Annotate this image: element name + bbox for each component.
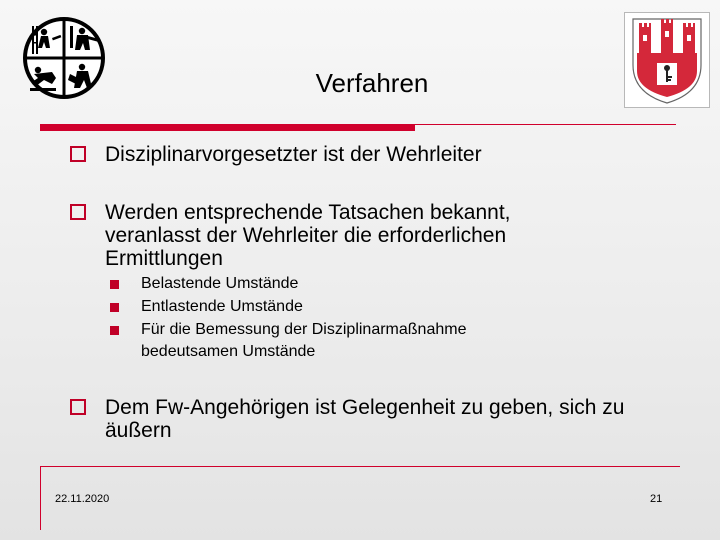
firefighter-emblem-icon bbox=[22, 12, 106, 104]
bullet-text: Dem Fw-Angehörigen ist Gelegenheit zu geben, sich zu äußern bbox=[105, 396, 625, 442]
sub-bullet-text: Für die Bemessung der Disziplinarmaßnahme bedeutsamen Umstände bbox=[141, 321, 467, 360]
footer-vertical-line bbox=[40, 466, 41, 530]
hollow-square-bullet-icon bbox=[70, 399, 86, 415]
footer-divider-line bbox=[40, 466, 680, 467]
hollow-square-bullet-icon bbox=[70, 146, 86, 162]
sub-bullet-text: Entlastende Umstände bbox=[141, 298, 303, 315]
sub-bullet-text: Belastende Umstände bbox=[141, 275, 299, 292]
slide-title: Verfahren bbox=[315, 68, 429, 98]
filled-square-bullet-icon bbox=[110, 303, 119, 312]
filled-square-bullet-icon bbox=[110, 280, 119, 289]
bullet-text: Disziplinarvorgesetzter ist der Wehrleiter bbox=[105, 143, 482, 166]
page-number: 21 bbox=[650, 493, 663, 505]
bullet-text: Werden entsprechende Tatsachen bekannt, veranlasst der Wehrleiter die erforderlichen Ermittlungen bbox=[105, 201, 511, 270]
footer-date: 22.11.2020 bbox=[55, 493, 110, 505]
filled-square-bullet-icon bbox=[110, 326, 119, 335]
title-accent-bar bbox=[40, 124, 415, 131]
coat-of-arms-icon bbox=[624, 12, 710, 108]
hollow-square-bullet-icon bbox=[70, 204, 86, 220]
